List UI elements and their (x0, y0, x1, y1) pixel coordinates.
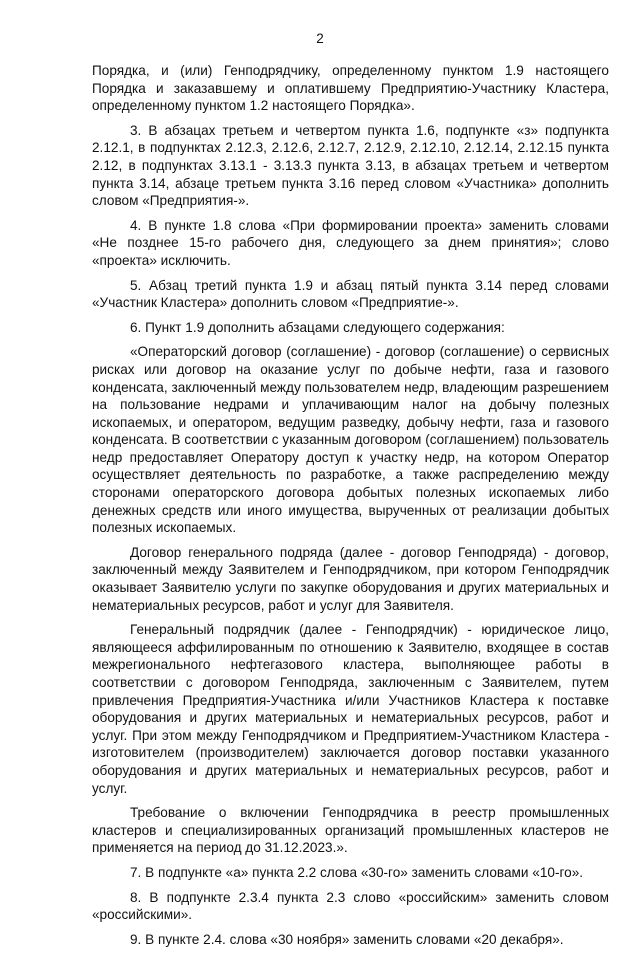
paragraph-item-9: 9. В пункте 2.4. слова «30 ноября» заменить словами «20 декабря». (130, 931, 564, 947)
paragraph-item-5: 5. Абзац третий пункта 1.9 и абзац пятый пункта 3.14 перед словами «Участник Кластера» дополнить словом «Предприятие-». (92, 277, 609, 311)
paragraph-continuation: Порядка, и (или) Генподрядчику, определенному пунктом 1.9 настоящего Порядка и заказавшему и оплатившему Предприятию-Участнику Кластера, определенному пунктом 1.2 настоящего Порядка». (92, 63, 609, 114)
paragraph-item-4: 4. В пункте 1.8 слова «При формировании проекта» заменить словами «Не позднее 15-го рабочего дня, следующего за днем принятия»; слово «проекта» исключить. (92, 217, 609, 268)
paragraph-general-contract-definition: Договор генерального подряда (далее - договор Генподряда) - договор, заключенный между Заявителем и Генподрядчиком, при котором Генподрядчик оказывает Заявителю услуги по закупке оборудования и других материальных и нематериальных ресурсов, работ и услуг для Заявителя. (92, 544, 609, 613)
document-body (92, 62, 609, 955)
paragraph-item-3: 3. В абзацах третьем и четвертом пункта 1.6, подпункте «з» подпункта 2.12.1, в подпунктах 2.12.3, 2.12.6, 2.12.7, 2.12.9, 2.12.10, 2.12.14, 2.12.15 пункта 2.12, в подпунктах 3.13.1 - 3.13.3 пункта 3.13, в абзацах третьем и четвертом пункта 3.14, абзаце третьем пункта 3.16 перед словом «Участника» дополнить словом «Предприятия-». (92, 122, 609, 209)
paragraph-item-7: 7. В подпункте «а» пункта 2.2 слова «30-го» заменить словами «10-го». (130, 864, 584, 880)
paragraph-item-6: 6. Пункт 1.9 дополнить абзацами следующего содержания: (130, 319, 505, 335)
paragraph-operator-agreement-definition: «Операторский договор (соглашение) - договор (соглашение) о сервисных рисках или договор на оказание услуг по добыче нефти, газа и газового конденсата, заключенный между пользователем недр, владеющим разрешением на пользование недрами и уплачивающим налог на добычу полезных ископаемых, и оператором, ведущим разведку, добычу нефти, газа и газового конденсата. В соответствии с указанным договором (соглашением) пользователь недр предоставляет Оператору доступ к участку недр, на котором Оператор осуществляет деятельность по разработке, а также распределению между сторонами операторского договора добытых полезных ископаемых либо денежных средств или иного имущества, вырученных от реализации добытых полезных ископаемых. (92, 344, 609, 536)
page-number: 2 (316, 31, 324, 46)
paragraph-registry-requirement: Требование о включении Генподрядчика в реестр промышленных кластеров и специализированных организаций промышленных кластеров не применяется на период до 31.12.2023.». (92, 805, 609, 856)
paragraph-item-8: 8. В подпункте 2.3.4 пункта 2.3 слово «российским» заменить словом «российскими». (92, 889, 609, 923)
paragraph-general-contractor-definition: Генеральный подрядчик (далее - Генподрядчик) - юридическое лицо, являющееся аффилированным по отношению к Заявителю, входящее в состав межрегионального нефтегазового кластера, выполняющее работы в соответствии с договором Генподряда, заключенным с Заявителем, путем привлечения Предприятия-Участника и/или Участников Кластера к поставке оборудования и других материальных и нематериальных ресурсов, работ и услуг. При этом между Генподрядчиком и Предприятием-Участником Кластера - изготовителем (производителем) заключается договор поставки указанного оборудования и других материальных и нематериальных ресурсов, работ и услуг. (92, 622, 609, 796)
